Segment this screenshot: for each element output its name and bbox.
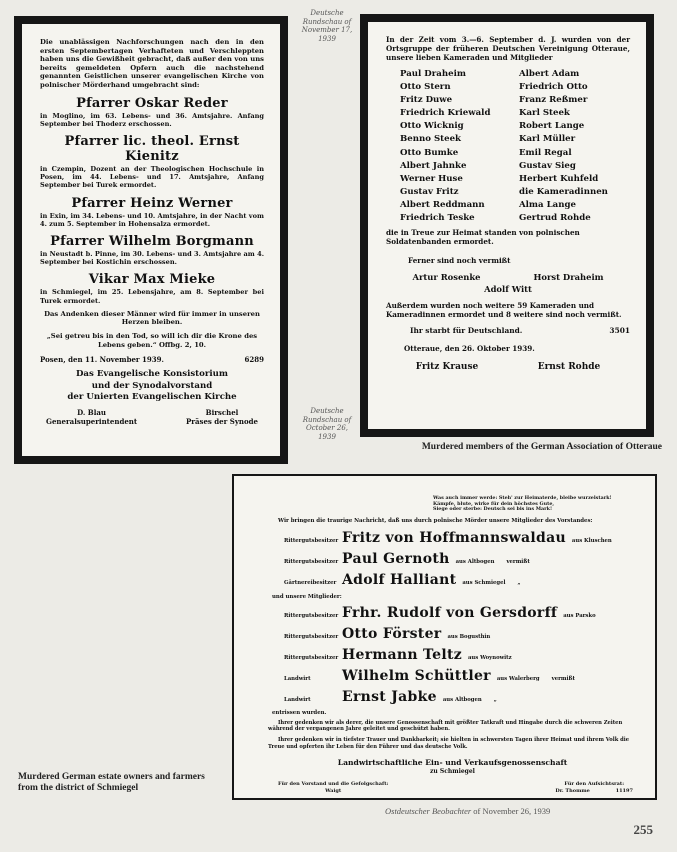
newspaper-date: of November 26, 1939	[473, 806, 551, 816]
signer-title: Generalsuperintendent	[46, 416, 138, 426]
victim-desc: in Czempin, Dozent an der Theologischen Hochschule in Posen, im 44. Lebens- und 17. Amtsjahre, Anfang September bei Turek ermordet.	[40, 164, 264, 190]
victim-name: Franz Reßmer	[519, 95, 588, 106]
victim-desc: in Moglino, im 63. Lebens- und 36. Amtsjahre. Anfang September bei Thoderz erschossen.	[40, 111, 264, 128]
motto	[433, 496, 637, 513]
signatures	[40, 408, 264, 426]
paragraph-1: Ihrer gedenken wir als derer, die unsere Genossenschaft mit größter Tatkraft und Hingabe durch die schweren Zeiten während der vergangenen Jahre geleitet und geschützt haben.	[268, 719, 623, 733]
victim-name: Fritz Duwe	[400, 95, 453, 106]
victim-place: aus Parsko	[563, 612, 596, 619]
signer-name: Dr. Thomme	[555, 788, 590, 795]
victim-name: Otto Wicknig	[400, 121, 464, 132]
motto-line: Was auch immer werde: Steh' zur Heimaterde, bleibe wurzelstark!	[433, 495, 612, 501]
victim-place: aus Bogusthin	[447, 633, 491, 640]
bible-quote: „Sei getreu bis in den Tod, so will ich dir die Krone des Lebens geben.“ Offbg. 2, 10.	[46, 331, 258, 349]
victim-name: Pfarrer Oskar Reder	[76, 95, 228, 111]
occupation: Rittergutsbesitzer	[284, 537, 339, 544]
occupation: Landwirt	[284, 675, 311, 682]
org-line: und der Synodalvorstand	[91, 380, 213, 391]
victim-desc: in Neustadt b. Pinne, im 30. Lebens- und 3. Amtsjahre am 4. September bei Kostichin erschossen.	[40, 249, 264, 267]
missing-list-2	[386, 284, 630, 294]
victim-status: vermißt	[506, 558, 530, 565]
signer-name: Fritz Krause	[415, 362, 479, 373]
organization	[40, 369, 264, 404]
victim-place: aus Walerberg	[496, 675, 540, 682]
otteraue-death-notice	[361, 15, 653, 436]
signer-role: Für den Aufsichtsrat:	[564, 781, 625, 788]
occupation: Landwirt	[284, 696, 311, 703]
victim-name: Vikar Max Mieke	[88, 272, 216, 288]
victim-name: Benno Steek	[400, 134, 462, 145]
additional-victims: Außerdem wurden noch weitere 59 Kameraden und Kameradinnen ermordet und 8 weitere sind noch vermißt.	[386, 301, 622, 320]
place-date: Posen, den 11. November 1939.	[40, 355, 164, 365]
victim-name: Pfarrer lic. theol. Ernst Kienitz	[64, 133, 240, 164]
newspaper-name: Ostdeutscher Beobachter	[385, 806, 472, 816]
board-entry	[284, 550, 637, 571]
page-number: 255	[633, 822, 653, 837]
board-entry	[284, 529, 637, 550]
victim-name: Friedrich Kriewald	[400, 108, 491, 119]
victim-name: Gertrud Rohde	[519, 213, 591, 224]
victim-name: Emil Regal	[519, 147, 572, 158]
occupation: Rittergutsbesitzer	[284, 612, 339, 619]
missing-name: Adolf Witt	[484, 284, 532, 295]
victim-place: aus Kluschen	[571, 537, 612, 544]
victim-place: aus Altbogen	[442, 696, 482, 703]
missing-heading: Ferner sind noch vermißt	[408, 256, 511, 266]
motto-line: Siege oder sterbe: Deutsch sei bis ins Mark!	[433, 506, 553, 513]
victim-name: Gustav Fritz	[400, 186, 459, 197]
victim-name: Frhr. Rudolf von Gersdorff	[342, 604, 558, 621]
victim-place: aus Schmiegel	[462, 579, 506, 586]
org-line: der Unierten Evangelischen Kirche	[67, 392, 237, 403]
victim-name: Friedrich Teske	[400, 213, 475, 224]
victim-name: Wilhelm Schüttler	[342, 667, 491, 684]
victim-name: Ernst Jabke	[342, 688, 437, 705]
occupation: Gärtnereibesitzer	[284, 579, 337, 586]
victim-name: Karl Steek	[519, 108, 570, 119]
caption-schmiegel: Murdered German estate owners and farmers from the district of Schmiegel	[18, 772, 205, 793]
signers	[386, 362, 630, 372]
after-names: die in Treue zur Heimat standen von polnischen Soldatenbanden ermordet.	[386, 228, 580, 247]
victim-name: Hermann Teltz	[342, 646, 462, 663]
member-entry	[284, 688, 637, 709]
notice-intro: Wir bringen die traurige Nachricht, daß uns durch polnische Mörder unsere Mitglieder des Vorstandes:	[278, 517, 593, 524]
source-caption-3	[385, 806, 550, 816]
place-date: Otteraue, den 26. Oktober 1939.	[404, 344, 535, 354]
missing-name: Artur Rosenke	[412, 272, 481, 283]
occupation: Rittergutsbesitzer	[284, 654, 339, 661]
schmiegel-death-notice	[232, 474, 657, 800]
missing-list	[386, 272, 630, 282]
clergy-death-notice	[15, 17, 287, 463]
victim-name: Paul Gernoth	[342, 550, 450, 567]
missing-name: Horst Draheim	[533, 272, 604, 283]
victim-name: Otto Bumke	[400, 147, 459, 158]
victim-status: vermißt	[551, 675, 575, 682]
victim-name: Robert Lange	[519, 121, 585, 132]
victim-name: Karl Müller	[519, 134, 576, 145]
reference-number: 6289	[244, 355, 264, 365]
victim-place: aus Woynowitz	[467, 654, 512, 661]
member-entry	[284, 667, 637, 688]
board-entry	[284, 571, 637, 592]
member-entry	[284, 625, 637, 646]
signer-name: Birschel	[205, 407, 239, 417]
place-date-row	[40, 355, 264, 364]
source-caption-1: Deutsche Rundschau of November 17, 1939	[301, 9, 353, 43]
member-entry	[284, 604, 637, 625]
signatures	[268, 781, 637, 795]
victim-list	[400, 68, 630, 225]
victim-name: Albert Adam	[519, 69, 580, 79]
signer-role: Für den Vorstand und die Gefolgschaft:	[278, 781, 389, 788]
victim-name: Friedrich Otto	[519, 82, 588, 93]
victim-name: Paul Draheim	[400, 69, 466, 79]
signer-name: Waigt	[325, 788, 342, 795]
occupation: Rittergutsbesitzer	[284, 633, 339, 640]
victim-name: Werner Huse	[400, 173, 463, 184]
notice-intro: In der Zeit vom 3.—6. September d. J. wurden von der Ortsgruppe der früheren Deutschen Vereinigung Otteraue, unsere lieben Kameraden und Mitglieder	[386, 35, 630, 62]
motto-line: Kämpfe, blute, wirke für dein höchstes Gute,	[433, 500, 555, 507]
closing-row	[410, 326, 630, 335]
closing-line: Ihr starbt für Deutschland.	[410, 326, 523, 336]
memory-line: Das Andenken dieser Männer wird für immer in unseren Herzen bleiben.	[44, 309, 260, 327]
reference-number: 11197	[615, 788, 633, 795]
victim-name: Herbert Kuhfeld	[519, 173, 599, 184]
victim-status: „	[493, 696, 497, 703]
victim-name: Gustav Sieg	[519, 160, 576, 171]
victim-desc: in Schmiegel, im 25. Lebensjahre, am 8. September bei Turek ermordet.	[40, 288, 264, 305]
victim-name: Pfarrer Wilhelm Borgmann	[50, 233, 254, 249]
victim-place: aus Altbogen	[455, 558, 495, 565]
org-line: Landwirtschaftliche Ein- und Verkaufsgenossenschaft	[337, 758, 568, 768]
and-members: und unsere Mitglieder:	[272, 593, 342, 600]
victim-name: Otto Förster	[342, 625, 442, 642]
signer-name: Ernst Rohde	[537, 362, 601, 373]
torn-away: entrissen wurden.	[272, 709, 327, 716]
victim-name: Pfarrer Heinz Werner	[71, 195, 233, 211]
caption-otteraue: Murdered members of the German Association of Otteraue	[421, 442, 662, 452]
victim-status: „	[517, 579, 521, 586]
member-entry	[284, 646, 637, 667]
org-line: zu Schmiegel	[430, 768, 475, 776]
notice-intro: Die unablässigen Nachforschungen nach den in den ersten Septembertagen Verhafteten und Verschleppten haben uns die Gewißheit gebracht, daß außer den von uns bereits gemeldeten Opfern auch die nachstehend genannten Geistlichen unserer evangelischen Kirche von polnischer Mörderhand umgebracht sind:	[40, 38, 264, 89]
organization	[268, 758, 637, 776]
victim-name: Albert Jahnke	[400, 160, 467, 171]
victim-desc: in Exin, im 34. Lebens- und 10. Amtsjahre, in der Nacht vom 4. zum 5. September in Hohensalza ermordet.	[40, 211, 264, 228]
paragraph-2: Ihrer gedenken wir in tiefster Trauer und Dankbarkeit; sie hielten in schwersten Tagen ihrer Heimat und ihrem Volk die Treue und opferten ihr Leben für den Führer und das deutsche Volk.	[268, 736, 630, 750]
reference-number: 3501	[609, 326, 630, 336]
source-caption-2: Deutsche Rundschau of October 26, 1939	[302, 407, 352, 441]
victim-name: Fritz von Hoffmannswaldau	[342, 529, 566, 546]
victim-name: Otto Stern	[400, 82, 451, 93]
victim-name: die Kameradinnen	[519, 186, 608, 197]
signer-title: Präses der Synode	[186, 416, 258, 426]
victim-name: Albert Reddmann	[400, 199, 485, 210]
victim-name: Alma Lange	[519, 199, 576, 210]
org-line: Das Evangelische Konsistorium	[75, 369, 229, 380]
signer-name: D. Blau	[77, 407, 107, 417]
victim-name: Adolf Halliant	[342, 571, 457, 588]
occupation: Rittergutsbesitzer	[284, 558, 339, 565]
